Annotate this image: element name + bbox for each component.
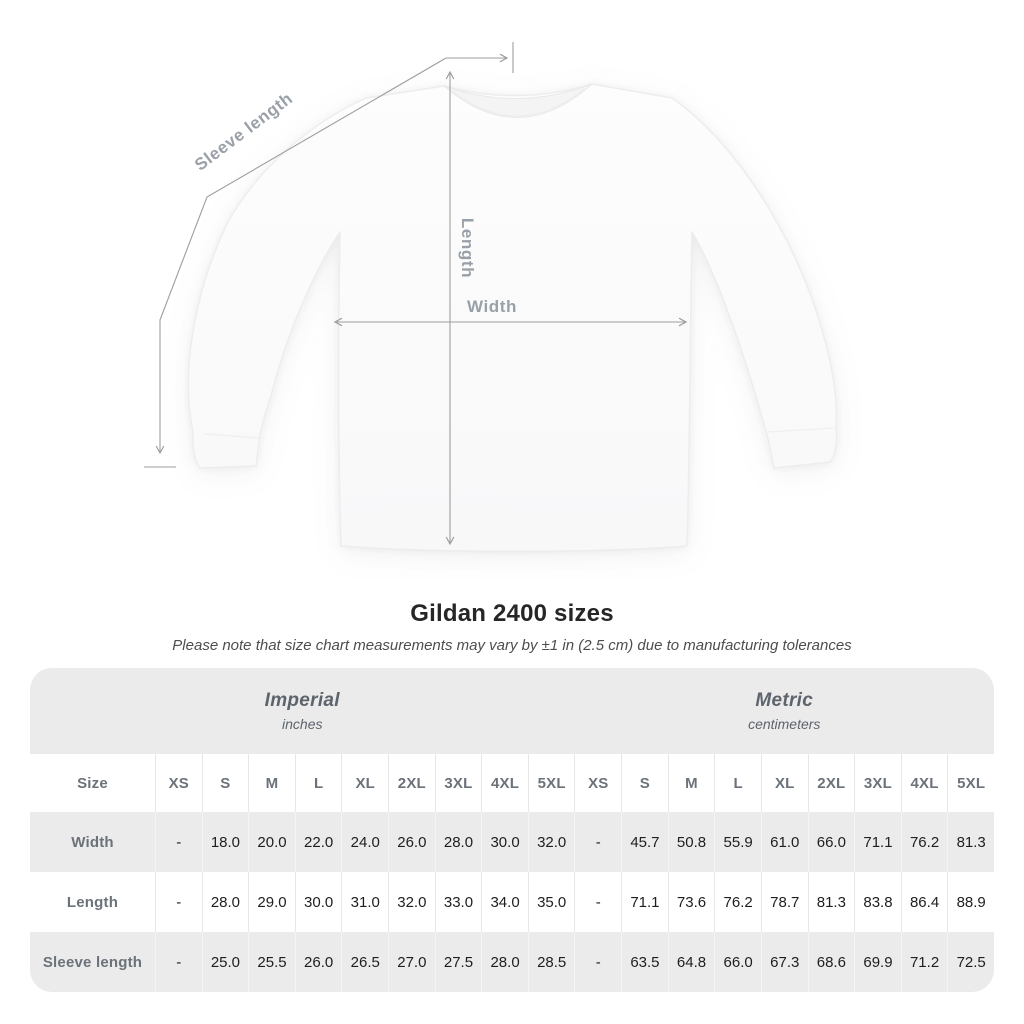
size-column-header-text: Size [77,774,108,792]
column-header-imperial-l [295,754,342,812]
table-row-sleeve-length [30,932,994,992]
row-label-text: Sleeve length [42,953,143,971]
value-cell-metric-text: 72.5 [956,953,986,971]
value-cell-imperial-text: 30.0 [490,833,520,851]
table-row-width [30,812,994,872]
value-cell-metric-text: 78.7 [770,893,800,911]
value-cell-metric-text: - [595,833,601,851]
column-header-metric-l-text: L [733,774,743,792]
column-header-metric-2xl-text: 2XL [817,774,846,792]
value-cell-imperial-text: 26.5 [350,953,380,971]
size-header-row [30,754,994,812]
value-cell-metric-text: 50.8 [676,833,707,851]
value-cell-metric [621,932,668,992]
value-cell-imperial [248,932,295,992]
value-cell-metric-text: 69.9 [863,953,893,971]
unit-group-imperial [30,668,575,754]
column-header-metric-5xl-text: 5XL [957,774,986,792]
value-cell-metric-text: 61.0 [770,833,800,851]
column-header-metric-4xl-text: 4XL [910,774,939,792]
value-cell-imperial-text: - [176,953,182,971]
value-cell-imperial [528,872,575,932]
value-cell-metric [668,872,715,932]
value-cell-metric-text: 81.3 [956,833,986,851]
value-cell-metric-text: - [595,953,601,971]
value-cell-imperial-text: 35.0 [537,893,567,911]
value-cell-imperial-text: 26.0 [304,953,334,971]
value-cell-imperial [155,872,202,932]
column-header-imperial-3xl-text: 3XL [444,774,473,792]
column-header-imperial-xs-text: XS [168,774,190,792]
column-header-imperial-xl [341,754,388,812]
column-header-metric-m [668,754,715,812]
value-cell-metric [854,872,901,932]
page-title: Gildan 2400 sizes [410,600,614,627]
value-cell-metric-text: 71.2 [909,953,940,971]
value-cell-imperial [295,932,342,992]
value-cell-imperial [528,812,575,872]
column-header-imperial-2xl [388,754,435,812]
column-header-metric-4xl [901,754,948,812]
unit-header-band [30,668,994,754]
value-cell-metric [808,872,855,932]
value-cell-metric [947,932,994,992]
column-header-imperial-5xl [528,754,575,812]
value-cell-metric [621,812,668,872]
metric-label: Metric [755,690,814,711]
column-header-metric-5xl [947,754,994,812]
value-cell-metric-text: 66.0 [816,833,846,851]
size-table [30,668,994,992]
value-cell-metric [668,932,715,992]
shirt-body [188,84,836,551]
column-header-imperial-4xl [481,754,528,812]
value-cell-imperial [155,812,202,872]
value-cell-metric-text: 64.8 [676,953,707,971]
value-cell-metric [574,872,621,932]
value-cell-imperial-text: 32.0 [397,893,427,911]
value-cell-metric [901,932,948,992]
value-cell-imperial-text: 22.0 [304,833,334,851]
value-cell-imperial-text: 25.0 [210,953,241,971]
value-cell-imperial [202,872,249,932]
value-cell-imperial-text: 31.0 [350,893,380,911]
value-cell-imperial [481,932,528,992]
length-label: Length [458,217,477,279]
value-cell-metric [854,812,901,872]
table-row-length [30,872,994,932]
value-cell-metric-text: 73.6 [676,893,707,911]
value-cell-imperial-text: 28.0 [490,953,520,971]
value-cell-metric-text: 76.2 [723,893,753,911]
row-label-text: Width [71,833,114,851]
value-cell-imperial [388,932,435,992]
value-cell-metric-text: 45.7 [630,833,660,851]
value-cell-metric [761,812,808,872]
value-cell-imperial-text: 28.5 [537,953,567,971]
value-cell-imperial-text: 20.0 [257,833,287,851]
row-label [30,872,155,932]
value-cell-metric [947,812,994,872]
value-cell-metric-text: 76.2 [909,833,940,851]
value-cell-imperial [341,932,388,992]
value-cell-imperial-text: 28.0 [210,893,241,911]
value-cell-metric-text: 66.0 [723,953,753,971]
value-cell-imperial-text: 34.0 [490,893,520,911]
table-body [30,812,994,992]
value-cell-imperial-text: 27.5 [443,953,474,971]
column-header-imperial-m [248,754,295,812]
column-header-imperial-xl-text: XL [355,774,376,792]
column-header-metric-xl-text: XL [774,774,795,792]
value-cell-imperial-text: 25.5 [257,953,287,971]
value-cell-metric [574,812,621,872]
column-header-metric-xs-text: XS [588,774,609,792]
value-cell-imperial [248,872,295,932]
row-label [30,812,155,872]
value-cell-metric-text: 63.5 [630,953,660,971]
value-cell-imperial-text: - [176,893,182,911]
unit-group-metric [575,668,995,754]
value-cell-imperial [481,872,528,932]
width-label: Width [466,297,518,316]
column-header-imperial-l-text: L [313,774,324,792]
value-cell-imperial [435,932,482,992]
value-cell-imperial [202,932,249,992]
value-cell-metric [714,812,761,872]
sleeve-length-label: Sleeve length [191,88,297,175]
value-cell-imperial-text: 33.0 [443,893,474,911]
value-cell-metric [808,932,855,992]
column-header-imperial-m-text: M [265,774,279,792]
column-header-imperial-s-text: S [220,774,231,792]
value-cell-imperial-text: 18.0 [210,833,241,851]
imperial-label: Imperial [264,690,340,711]
imperial-unit-label: inches [282,716,323,732]
value-cell-imperial [481,812,528,872]
value-cell-metric-text: 55.9 [723,833,753,851]
value-cell-imperial-text: 29.0 [257,893,287,911]
column-header-metric-s-text: S [639,774,651,792]
value-cell-imperial [295,812,342,872]
value-cell-imperial-text: 30.0 [304,893,334,911]
value-cell-imperial [155,932,202,992]
value-cell-metric-text: 81.3 [816,893,846,911]
value-cell-imperial [388,812,435,872]
column-header-imperial-5xl-text: 5XL [537,774,566,792]
column-header-imperial-3xl [435,754,482,812]
value-cell-metric [808,812,855,872]
page-subtitle: Please note that size chart measurements may vary by ±1 in (2.5 cm) due to manufacturing tolerances [172,637,852,654]
value-cell-metric [947,872,994,932]
column-header-metric-s [621,754,668,812]
size-column-header [30,754,155,812]
value-cell-imperial [528,932,575,992]
value-cell-metric [668,812,715,872]
value-cell-metric [574,932,621,992]
column-header-metric-l [714,754,761,812]
value-cell-imperial [341,872,388,932]
value-cell-imperial-text: 27.0 [397,953,427,971]
column-header-imperial-4xl-text: 4XL [491,774,520,792]
value-cell-imperial-text: 28.0 [443,833,474,851]
value-cell-metric-text: 68.6 [816,953,846,971]
value-cell-metric-text: 83.8 [863,893,893,911]
value-cell-imperial [202,812,249,872]
value-cell-metric-text: 67.3 [770,953,800,971]
value-cell-metric-text: 71.1 [630,893,660,911]
column-header-metric-xl [761,754,808,812]
value-cell-imperial-text: 24.0 [350,833,380,851]
value-cell-metric [901,812,948,872]
value-cell-metric [714,932,761,992]
value-cell-imperial-text: 26.0 [397,833,427,851]
value-cell-metric [901,872,948,932]
value-cell-imperial-text: 32.0 [537,833,567,851]
column-header-imperial-s [202,754,249,812]
value-cell-imperial [435,812,482,872]
value-cell-metric [761,932,808,992]
column-header-metric-3xl-text: 3XL [863,774,893,792]
value-cell-metric-text: - [595,893,601,911]
title-block [0,600,1024,654]
value-cell-imperial [341,812,388,872]
value-cell-imperial [248,812,295,872]
value-cell-metric [714,872,761,932]
value-cell-metric-text: 88.9 [956,893,986,911]
value-cell-imperial-text: - [176,833,182,851]
column-header-metric-3xl [854,754,901,812]
value-cell-metric-text: 71.1 [863,833,893,851]
value-cell-imperial [388,872,435,932]
value-cell-imperial [295,872,342,932]
long-sleeve-shirt-graphic [188,84,836,551]
metric-unit-label: centimeters [748,716,821,732]
column-header-metric-xs [574,754,621,812]
column-header-imperial-2xl-text: 2XL [397,774,426,792]
value-cell-imperial [435,872,482,932]
value-cell-metric-text: 86.4 [909,893,940,911]
row-label [30,932,155,992]
value-cell-metric [621,872,668,932]
value-cell-metric [761,872,808,932]
column-header-metric-2xl [808,754,855,812]
column-header-imperial-xs [155,754,202,812]
row-label-text: Length [66,893,119,911]
value-cell-metric [854,932,901,992]
column-header-metric-m-text: M [685,774,698,792]
